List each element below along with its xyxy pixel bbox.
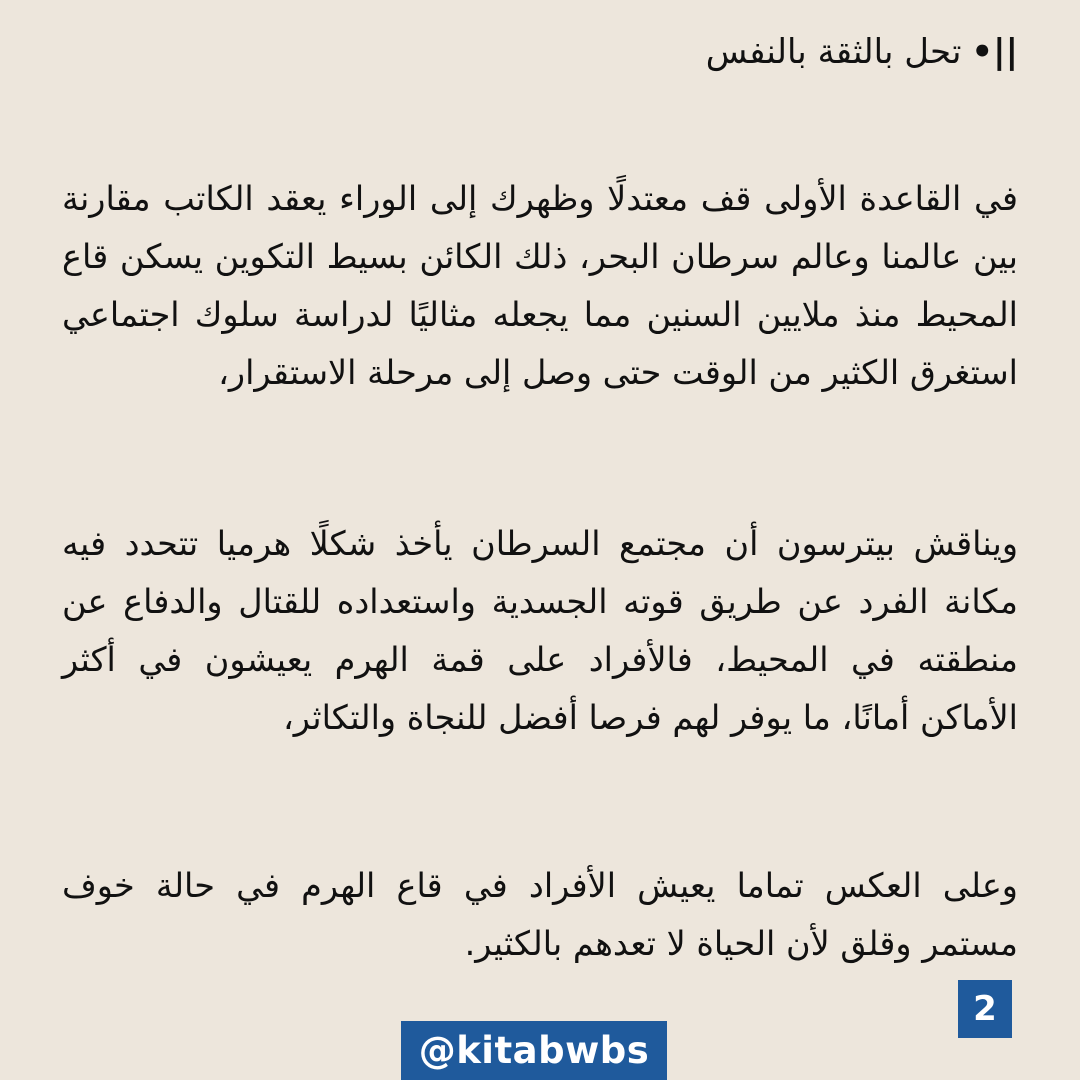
- paragraph-1: في القاعدة الأولى قف معتدلًا وظهرك إلى الوراء يعقد الكاتب مقارنة بين عالمنا وعالم سرطان البحر، ذلك الكائن بسيط التكوين يسكن قاع المحيط منذ ملايين السنين مما يجعله مثاليًا لدراسة سلوك اجتماعي استغرق الكثير من الوقت حتى وصل إلى مرحلة الاستقرار،: [62, 178, 1018, 392]
- heading-text: تحل بالثقة بالنفس: [705, 32, 962, 72]
- paragraph-3: وعلى العكس تماما يعيش الأفراد في قاع الهرم في حالة خوف مستمر وقلق لأن الحياة لا تعدهم بالكثير.: [62, 865, 1018, 963]
- paragraph-2: ويناقش بيترسون أن مجتمع السرطان يأخذ شكلًا هرميا تتحدد فيه مكانة الفرد عن طريق قوته الجسدية واستعداده للقتال والدفاع عن منطقته في المحيط، فالأفراد على قمة الهرم يعيشون في أكثر الأماكن أمانًا، ما يوفر لهم فرصا أفضل للنجاة والتكاثر،: [62, 523, 1018, 737]
- heading-bullet-icon: ||•: [971, 32, 1018, 72]
- account-handle-badge: @kitabwbs: [401, 1021, 667, 1080]
- page-number-badge: 2: [958, 980, 1012, 1038]
- section-heading: [706, 26, 1018, 78]
